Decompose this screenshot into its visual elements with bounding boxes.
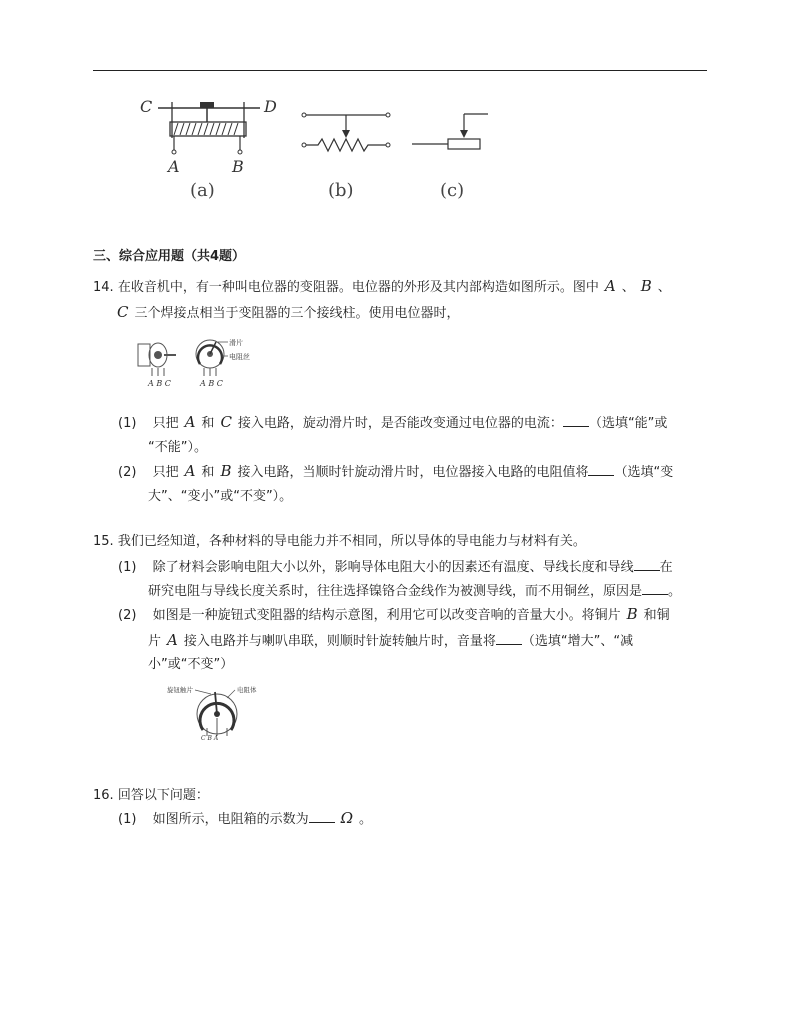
q15-p2-line2 xyxy=(148,630,633,652)
q15-p2-answer-blank[interactable] xyxy=(496,630,522,645)
q14-var-c: C xyxy=(117,303,129,321)
q14-sep1: 、 xyxy=(621,280,635,295)
q14-p2-line2: 大”、“变小”或“不变”）。 xyxy=(148,489,293,504)
slider-label: 滑片 xyxy=(229,339,243,347)
potentiometer-figure xyxy=(134,330,264,390)
header-rule xyxy=(93,70,707,71)
q16-number: 16. xyxy=(93,788,114,803)
resistor-body-label: 电阻体 xyxy=(237,686,257,694)
q14-p2-t3: 接入电路，当顺时针旋动滑片时，电位器接入电路的电阻值将 xyxy=(237,465,589,480)
terminal-a-label: A xyxy=(168,157,180,176)
q14-p1-line2: “不能”）。 xyxy=(148,440,207,455)
q15-p2-t3: 片 xyxy=(148,634,162,649)
q15-p1-t2: 在 xyxy=(659,560,673,575)
q15-p2-t2: 和铜 xyxy=(643,608,670,623)
q15-p2-b: B xyxy=(626,605,638,623)
q15-p2-num: (2) xyxy=(118,608,137,623)
q15-p1-blank2[interactable] xyxy=(642,580,668,595)
q14-p2-t4: （选填“变 xyxy=(614,465,674,480)
figure-c-symbol xyxy=(412,114,488,201)
q15-p1-t4: 。 xyxy=(668,584,682,599)
knob-rheostat-figure xyxy=(165,680,275,740)
q14-p1-num: (1) xyxy=(118,416,137,431)
section-title: 三、综合应用题（共4题） xyxy=(93,249,246,264)
wire-label: 电阻丝 xyxy=(229,353,250,361)
q15-line1 xyxy=(93,532,586,552)
q14-p1-t4: （选填“能”或 xyxy=(588,416,668,431)
q15-p2-t1: 如图是一种旋钮式变阻器的结构示意图，利用它可以改变音响的音量大小。将铜片 xyxy=(152,608,621,623)
q14-var-a: A xyxy=(604,277,616,295)
q14-line1 xyxy=(93,276,671,298)
figure-c-label: (c) xyxy=(440,180,465,201)
q14-p1-t3: 接入电路，旋动滑片时，是否能改变通过电位器的电流： xyxy=(237,416,563,431)
q14-var-b: B xyxy=(640,277,652,295)
q14-p2-b: B xyxy=(220,462,232,480)
q14-p2-t2: 和 xyxy=(201,465,215,480)
q14-p2-a: A xyxy=(184,462,196,480)
q14-p1-c: C xyxy=(220,413,232,431)
figure-a-rheostat xyxy=(140,97,277,201)
q16-p1-line1 xyxy=(118,808,372,830)
pot-terminals-left: A B C xyxy=(148,379,171,388)
q15-p2-line3: 小”或“不变”） xyxy=(148,657,234,672)
q14-p1-t2: 和 xyxy=(201,416,215,431)
q16-p1-t2: 。 xyxy=(359,812,373,827)
q14-text1: 在收音机中，有一种叫电位器的变阻器。电位器的外形及其内部构造如图所示。图中 xyxy=(117,280,599,295)
q15-p1-t1: 除了材料会影响电阻大小以外，影响导体电阻大小的因素还有温度、导线长度和导线 xyxy=(152,560,634,575)
q14-p2-line1 xyxy=(118,461,673,483)
figure-b-symbol xyxy=(302,113,390,201)
q14-sep2: 、 xyxy=(657,280,671,295)
q15-p1-num: (1) xyxy=(118,560,137,575)
q15-p1-t3: 研究电阻与导线长度关系时，往往选择镍铬合金线作为被测导线，而不用铜丝，原因是 xyxy=(148,584,643,599)
figure-a-label: (a) xyxy=(190,180,215,201)
q14-line2 xyxy=(113,302,460,324)
q14-p1-a: A xyxy=(184,413,196,431)
q14-p2-t1: 只把 xyxy=(152,465,179,480)
q14-text2: 三个焊接点相当于变阻器的三个接线柱。使用电位器时， xyxy=(134,306,460,321)
q14-p2-num: (2) xyxy=(118,465,137,480)
q14-number: 14. xyxy=(93,280,114,295)
q15-p2-line1 xyxy=(118,604,670,626)
rheostat-figures xyxy=(130,88,500,208)
q16-p1-num: (1) xyxy=(118,812,137,827)
pot-terminals-right: A B C xyxy=(200,379,223,388)
q16-p1-answer-blank[interactable] xyxy=(309,808,335,823)
q14-p2-answer-blank[interactable] xyxy=(588,461,614,476)
q16-p1-unit: Ω xyxy=(340,809,354,827)
q15-p1-line2 xyxy=(148,580,681,602)
q15-p1-line1 xyxy=(118,556,673,578)
terminal-d-label: D xyxy=(264,97,277,116)
knob-label: 旋钮触片 xyxy=(167,686,193,694)
knob-terminals: C B A xyxy=(201,735,219,740)
terminal-b-label: B xyxy=(232,157,244,176)
q15-p1-blank1[interactable] xyxy=(634,556,660,571)
q15-text1: 我们已经知道，各种材料的导电能力并不相同，所以导体的导电能力与材料有关。 xyxy=(117,534,586,549)
q14-p1-t1: 只把 xyxy=(152,416,179,431)
q16-p1-t1: 如图所示，电阻箱的示数为 xyxy=(152,812,309,827)
q16-line1 xyxy=(93,786,209,806)
q15-p2-t4: 接入电路并与喇叭串联，则顺时针旋转触片时，音量将 xyxy=(183,634,496,649)
figure-b-label: (b) xyxy=(328,180,354,201)
q14-p1-answer-blank[interactable] xyxy=(563,412,589,427)
terminal-c-label: C xyxy=(140,97,153,116)
q15-number: 15. xyxy=(93,534,114,549)
q15-p2-t5: （选填“增大”、“减 xyxy=(521,634,634,649)
q15-p2-a: A xyxy=(167,631,178,649)
q14-p1-line1 xyxy=(118,412,667,434)
q16-text1: 回答以下问题： xyxy=(117,788,209,803)
